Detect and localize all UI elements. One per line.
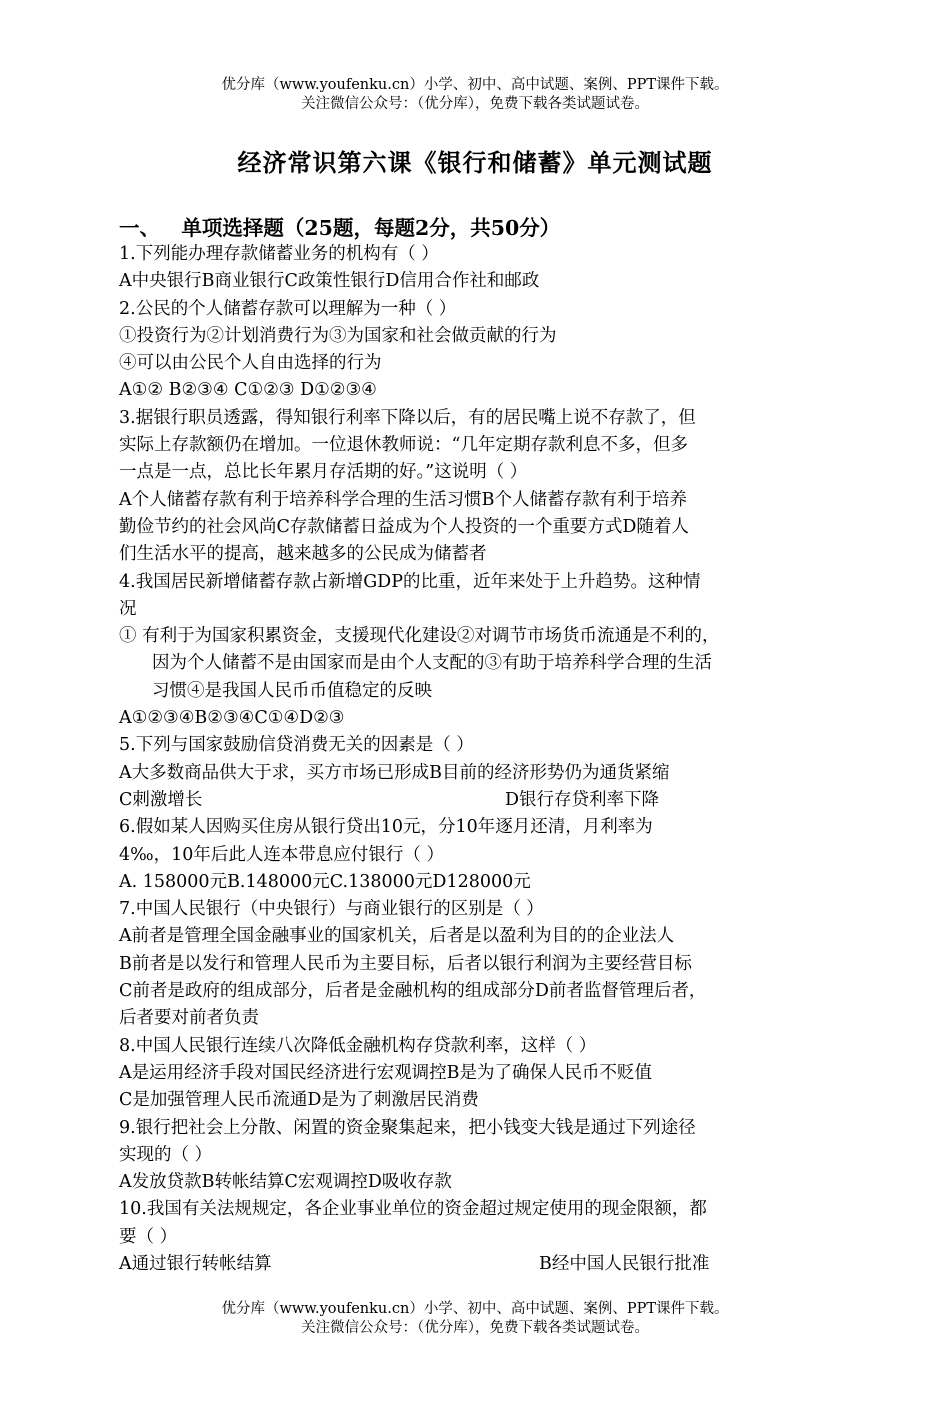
question-2-options: A①② B②③④ C①②③ D①②③④	[119, 380, 377, 401]
question-2-statements: ①投资行为②计划消费行为③为国家和社会做贡献的行为	[119, 325, 557, 346]
question-3-options: 们生活水平的提高，越来越多的公民成为储蓄者	[119, 544, 487, 565]
page-header	[0, 76, 950, 114]
question-1-stem: 1.下列能办理存款储蓄业务的机构有（ ）	[119, 244, 439, 264]
question-4-statements: 因为个人储蓄不是由国家而是由个人支配的③有助于培养科学合理的生活	[152, 653, 712, 674]
question-9-stem: 实现的（ ）	[119, 1144, 213, 1165]
footer-line-2: 关注微信公众号：（优分库），免费下载各类试题试卷。	[301, 1320, 649, 1336]
option-b: B经中国人民银行批准	[539, 1253, 710, 1274]
question-6-stem: 4‰，10年后此人连本带息应付银行（ ）	[119, 844, 444, 865]
question-9-options: A发放贷款B转帐结算C宏观调控D吸收存款	[119, 1172, 452, 1193]
question-4-options: A①②③④B②③④C①④D②③	[119, 708, 345, 729]
question-8-stem: 8.中国人民银行连续八次降低金融机构存贷款利率，这样（ ）	[119, 1035, 597, 1056]
question-9-stem: 9.银行把社会上分散、闲置的资金聚集起来，把小钱变大钱是通过下列途径	[119, 1117, 696, 1138]
question-3-stem: 一点是一点，总比长年累月存活期的好。”这说明（ ）	[119, 462, 528, 483]
option-d: D银行存贷利率下降	[505, 789, 660, 810]
question-4-stem: 4.我国居民新增储蓄存款占新增GDP的比重，近年来处于上升趋势。这种情	[119, 571, 701, 592]
question-7-options: B前者是以发行和管理人民币为主要目标，后者以银行利润为主要经营目标	[119, 953, 692, 974]
header-line-2: 关注微信公众号：（优分库），免费下载各类试题试卷。	[301, 96, 649, 112]
question-6-options: A. 158000元B.148000元C.138000元D128000元	[119, 871, 531, 892]
question-3-stem: 3.据银行职员透露，得知银行利率下降以后，有的居民嘴上说不存款了，但	[119, 407, 696, 428]
question-8-options: C是加强管理人民币流通D是为了刺激居民消费	[119, 1090, 479, 1111]
question-5-stem: 5.下列与国家鼓励信贷消费无关的因素是（ ）	[119, 735, 474, 756]
question-4-statements: 习惯④是我国人民币币值稳定的反映	[152, 680, 432, 701]
question-7-options: A前者是管理全国金融事业的国家机关，后者是以盈利为目的的企业法人	[119, 926, 675, 947]
question-2-statements: ④可以由公民个人自由选择的行为	[119, 353, 382, 374]
question-content	[119, 241, 844, 1278]
question-7-options: C前者是政府的组成部分，后者是金融机构的组成部分D前者监督管理后者，	[119, 981, 707, 1002]
question-7-options: 后者要对前者负责	[119, 1008, 259, 1029]
question-6-stem: 6.假如某人因购买住房从银行贷出10元，分10年逐月还清，月利率为	[119, 817, 653, 838]
question-7-stem: 7.中国人民银行（中央银行）与商业银行的区别是（ ）	[119, 899, 544, 920]
question-8-options: A是运用经济手段对国民经济进行宏观调控B是为了确保人民币不贬值	[119, 1062, 652, 1083]
question-4-stem: 况	[119, 598, 137, 619]
page-footer	[0, 1300, 950, 1338]
question-10-options	[119, 1251, 844, 1278]
document-title: 经济常识第六课《银行和储蓄》单元测试题	[237, 148, 713, 177]
question-3-stem: 实际上存款额仍在增加。一位退休教师说：“几年定期存款利息不多，但多	[119, 435, 688, 456]
footer-line-1: 优分库（www.youfenku.cn）小学、初中、高中试题、案例、PPT课件下载。	[221, 1301, 729, 1317]
question-3-options: 勤俭节约的社会风尚C存款储蓄日益成为个人投资的一个重要方式D随着人	[119, 516, 689, 537]
question-10-stem: 10.我国有关法规规定，各企业事业单位的资金超过规定使用的现金限额，都	[119, 1199, 707, 1220]
question-5-options	[119, 787, 844, 814]
option-a: A通过银行转帐结算	[119, 1253, 272, 1274]
question-1-options: A中央银行B商业银行C政策性银行D信用合作社和邮政	[119, 271, 540, 292]
header-line-1: 优分库（www.youfenku.cn）小学、初中、高中试题、案例、PPT课件下载。	[221, 77, 729, 93]
option-c: C刺激增长	[119, 789, 203, 810]
question-10-stem: 要（ ）	[119, 1226, 178, 1247]
question-5-options: A大多数商品供大于求，买方市场已形成B目前的经济形势仍为通货紧缩	[119, 762, 670, 783]
question-4-statements: ① 有利于为国家积累资金，支援现代化建设②对调节市场货币流通是不利的，	[119, 626, 720, 647]
section-heading: 一、 单项选择题（25题，每题2分，共50分）	[119, 216, 561, 240]
question-3-options: A个人储蓄存款有利于培养科学合理的生活习惯B个人储蓄存款有利于培养	[119, 489, 687, 510]
question-2-stem: 2.公民的个人储蓄存款可以理解为一种（ ）	[119, 298, 457, 319]
